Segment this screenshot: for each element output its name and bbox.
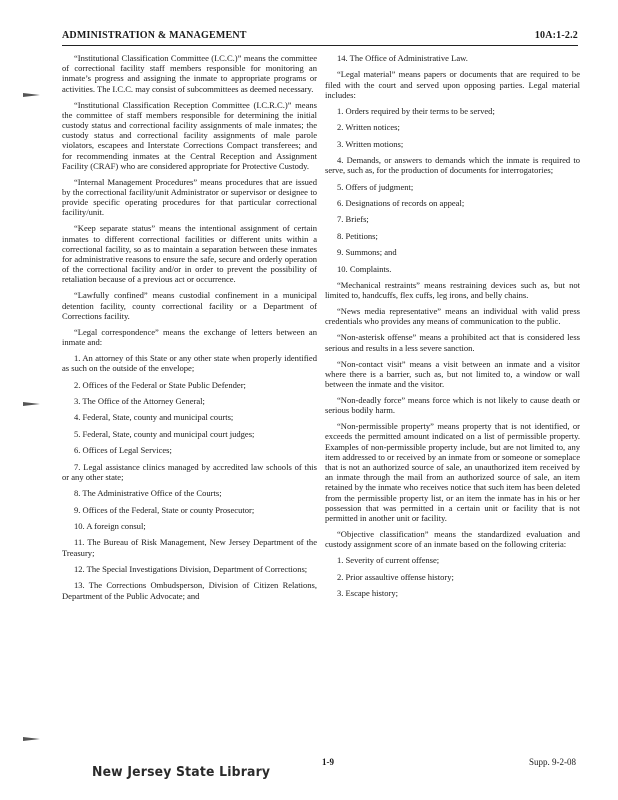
definition-paragraph: “Non-asterisk offense” means a prohibited act that is considered less serious and results in a less severe sanction. xyxy=(325,332,580,353)
list-item: 2. Offices of the Federal or State Public Defender; xyxy=(74,379,246,390)
list-item: 7. Briefs; xyxy=(337,214,369,225)
definition-paragraph: “Institutional Classification Committee (I.C.C.)” means the committee of correctional facility staff members responsible for monitoring an inmate’s progress and assigning the inmate to appropriate programs or activities. The I.C.C. may consist of subcommittees as deemed necessary. xyxy=(62,53,317,94)
list-item: 1. Orders required by their terms to be served; xyxy=(337,105,495,116)
definition-paragraph: “Non-permissible property” means property that is not identified, or exceeds the permitted amount indicated on a list of permissible property. Examples of non-permissible property include, but are not limited to, any item addressed to or received by an inmate from or someone or someplace that is not an authorized source of sale, an unauthorized item received by an inmate through the mail from an authorized source of sale, an item retained by the inmate who receives notice that such item has been deleted from the permissible property list, or an item the inmate has in his or her possession that was permitted in a certain unit or facility that is not permitted in another unit or facility. xyxy=(325,421,580,523)
list-item: 4. Demands, or answers to demands which the inmate is required to serve, such as, for the production of documents for interrogatories; xyxy=(325,154,580,176)
header-rule xyxy=(62,45,578,46)
definition-paragraph: “Non-contact visit” means a visit between an inmate and a visitor where there is a barrier, such as, but not limited to, a window or wall between the inmate and the visitor. xyxy=(325,358,580,389)
definition-paragraph: “Keep separate status” means the intentional assignment of certain inmates to different correctional facilities or different units within a correctional facility, so as to maintain a separation between these inmates for administrative reasons to ensure the safe, secure and orderly operation of the correctional facility and/or in order to prevent the possibility of retaliation because of a previous act or occurrence. xyxy=(62,223,317,285)
list-item: 3. Written motions; xyxy=(337,138,404,149)
margin-mark-icon xyxy=(22,91,42,99)
definition-paragraph: “Institutional Classification Reception Committee (I.C.R.C.)” means the committee of staff members responsible for determining the initial custody status and correctional facility assignments of male inmates; the custody status and correctional facility assignments of male parole violators, escapees and Interstate Corrections Compact transferees; and for recommending inmates at the Central Reception and Assignment Facility (CRAF) who are considered appropriate for Protective Custody. xyxy=(62,99,317,171)
definition-paragraph: “Non-deadly force” means force which is not likely to cause death or serious bodily harm. xyxy=(325,394,580,416)
supplement-date: Supp. 9-2-08 xyxy=(529,757,576,767)
header-title: ADMINISTRATION & MANAGEMENT xyxy=(62,30,247,41)
margin-mark-icon xyxy=(22,400,42,408)
list-item: 1. Severity of current offense; xyxy=(337,555,440,566)
margin-mark-icon xyxy=(22,735,42,743)
definition-paragraph: “Legal correspondence” means the exchange of letters between an inmate and: xyxy=(62,326,317,348)
definition-paragraph: “News media representative” means an individual with valid press credentials who provides any means of communication to the public. xyxy=(325,306,580,327)
list-item: 5. Offers of judgment; xyxy=(337,181,414,192)
list-item: 6. Offices of Legal Services; xyxy=(74,445,172,456)
definition-paragraph: “Mechanical restraints” means restraining devices such as, but not limited to, handcuffs, flex cuffs, leg irons, and belly chains. xyxy=(325,279,580,301)
list-item: 10. A foreign consul; xyxy=(74,520,146,531)
list-item: 14. The Office of Administrative Law. xyxy=(337,53,468,63)
list-item: 3. The Office of the Attorney General; xyxy=(74,396,205,407)
list-item: 5. Federal, State, county and municipal court judges; xyxy=(74,428,255,439)
page-number: 1-9 xyxy=(322,757,334,767)
list-item: 9. Summons; and xyxy=(337,247,397,258)
list-item: 10. Complaints. xyxy=(337,263,392,274)
definition-paragraph: “Internal Management Procedures” means procedures that are issued by the correctional facility/unit Administrator or supervisor or designee to provide specific operating procedures for that particular correctional facility/unit. xyxy=(62,176,317,218)
list-item: 6. Designations of records on appeal; xyxy=(337,197,465,208)
list-item: 8. Petitions; xyxy=(337,230,378,241)
list-item: 1. An attorney of this State or any other state when properly identified as such on the outside of the envelope; xyxy=(62,353,317,374)
list-item: 2. Prior assaultive offense history; xyxy=(337,571,454,582)
definition-paragraph: “Legal material” means papers or documents that are required to be filed with the court and served upon opposing parties. Legal material includes: xyxy=(325,69,580,100)
list-item: 9. Offices of the Federal, State or county Prosecutor; xyxy=(74,504,255,515)
list-item: 13. The Corrections Ombudsperson, Division of Citizen Relations, Department of the Public Advocate; and xyxy=(62,580,317,601)
library-stamp: New Jersey State Library xyxy=(92,764,271,780)
running-header xyxy=(62,30,578,41)
list-item: 7. Legal assistance clinics managed by accredited law schools of this or any other state; xyxy=(62,461,317,482)
left-column xyxy=(62,53,317,607)
list-item: 12. The Special Investigations Division, Department of Corrections; xyxy=(74,563,308,574)
list-item: 3. Escape history; xyxy=(337,587,399,598)
list-item: 8. The Administrative Office of the Courts; xyxy=(74,488,222,499)
list-item: 4. Federal, State, county and municipal courts; xyxy=(74,412,234,423)
list-item: 2. Written notices; xyxy=(337,122,400,133)
definition-paragraph: “Objective classification” means the standardized evaluation and custody assignment score of an inmate based on the following criteria: xyxy=(325,528,580,550)
list-item: 11. The Bureau of Risk Management, New Jersey Department of the Treasury; xyxy=(62,537,317,558)
right-column xyxy=(325,53,580,604)
definition-paragraph: “Lawfully confined” means custodial confinement in a municipal detention facility, county correctional facility or a Department of Corrections facility. xyxy=(62,290,317,321)
header-section-number: 10A:1-2.2 xyxy=(534,30,578,41)
